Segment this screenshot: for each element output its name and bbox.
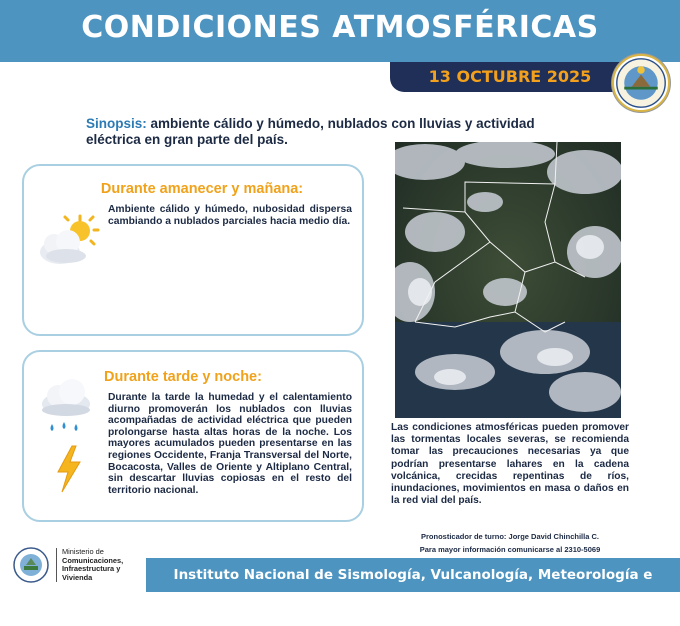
page-title: CONDICIONES ATMOSFÉRICAS xyxy=(81,10,599,45)
date-badge: 13 OCTUBRE 2025 xyxy=(390,62,630,92)
ministry-logo xyxy=(8,544,148,586)
lightning-icon xyxy=(54,444,84,494)
contact-phone: Para mayor información comunicarse al 2310-5069 xyxy=(419,545,601,554)
rain-cloud-icon xyxy=(38,378,94,438)
synopsis-label: Sinopsis: xyxy=(86,116,147,131)
satellite-image xyxy=(395,142,621,418)
evening-title: Durante tarde y noche: xyxy=(104,369,262,385)
insivumeh-seal xyxy=(612,54,670,112)
ministry-divider xyxy=(56,548,57,582)
guatemala-seal-icon xyxy=(12,546,50,584)
morning-title: Durante amanecer y mañana: xyxy=(100,181,304,197)
ministry-line-3: Infraestructura y xyxy=(62,564,121,574)
sun-behind-cloud-icon xyxy=(38,214,100,266)
forecaster-name: Pronosticador de turno: Jorge David Chinchilla C. xyxy=(421,532,599,541)
ministry-line-4: Vivienda xyxy=(62,572,93,582)
ministry-name xyxy=(62,548,123,582)
forecaster-info xyxy=(400,530,620,556)
ministry-line-1: Ministerio de xyxy=(62,547,104,556)
evening-text: Durante la tarde la humedad y el calentamiento diurno promoverán los nublados con lluvias acompañadas de actividad eléctrica que pueden prolongarse hasta altas horas de la noche. Los mayores acumulados pueden presentarse en las regiones Occidente, Franja Transversal del Norte, Bocacosta, Valles de Oriente y Altiplano Central, sin descartar lluvias copiosas en el resto del territorio nacional. xyxy=(108,392,352,496)
ministry-line-2: Comunicaciones, xyxy=(62,555,124,565)
morning-text: Ambiente cálido y húmedo, nubosidad dispersa cambiando a nublados parciales hacia medio día. xyxy=(108,204,352,227)
evening-card xyxy=(22,350,364,522)
footer-banner: Instituto Nacional de Sismología, Vulcanología, Meteorología e Hidrología xyxy=(146,558,680,592)
synopsis-text: ambiente cálido y húmedo, nublados con lluvias y actividad eléctrica en gran parte del país. xyxy=(86,116,535,147)
morning-card xyxy=(22,164,364,336)
advisory-caption: Las condiciones atmosféricas pueden promover las tormentas locales severas, se recomienda tomar las precauciones necesarias ya que podrían presentarse lahares en la cadena volcánica, crecidas repentinas de ríos, inundaciones, movimientos en masa o daños en la red vial del país. xyxy=(391,422,629,507)
header-banner xyxy=(0,0,680,62)
